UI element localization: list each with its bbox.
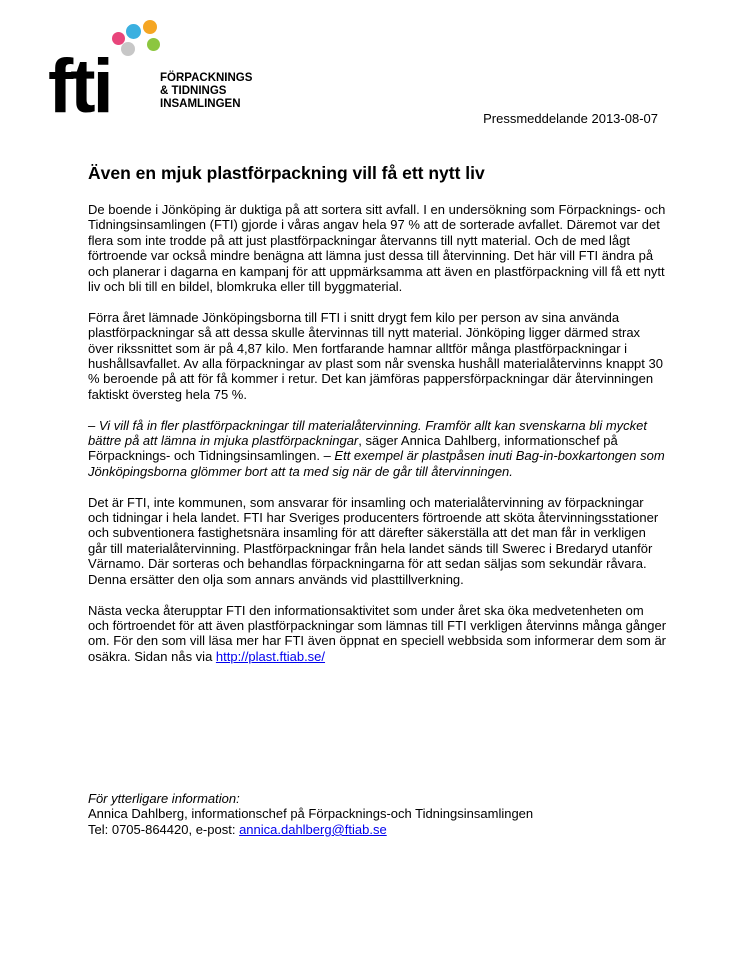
logo-name-line: FÖRPACKNINGS xyxy=(160,72,253,84)
logo-dot-grey xyxy=(121,42,135,56)
contact-name: Annica Dahlberg, informationschef på Förpacknings-och Tidningsinsamlingen xyxy=(88,806,534,822)
contact-phone: Tel: 0705-864420, e-post: xyxy=(88,821,240,837)
press-release-date: Pressmeddelande 2013-08-07 xyxy=(483,111,658,126)
paragraph-text: Nästa vecka återupptar FTI den informationsaktivitet som under året ska öka medvetenheten om och förtroendet för att även plastförpackningar som lämnas till FTI verkligen återvinns många gånger om. För den som vill läsa mer har FTI även öppnat en speciell webbsida som informerar dem som är osäkra. Sidan nås via xyxy=(88,602,667,664)
paragraph: Det är FTI, inte kommunen, som ansvarar för insamling och materialåtervinning av förpackningar och tidningar i hela landet. FTI har Sveriges producenters förtroende att sköta återvinningsstationer och subventionera fastighetsnära insamling för att därefter säkerställa att det man får in verkligen går till materialåtervinning. Plastförpackningar från hela landet sänds till Swerec i Bredaryd utanför Värnamo. Där sorteras och behandlas förpackningarna för att sedan säljas som sekundär råvara. Denna ersätter den olja som annars används vid plasttillverkning. xyxy=(88,494,659,587)
logo-name-line: & TIDNINGS xyxy=(160,85,227,97)
paragraph: Förra året lämnade Jönköpingsborna till FTI i snitt drygt fem kilo per person av sina använda plastförpackningar så att dessa skulle återvinnas till nytt material. Jönköping ligger därmed strax över rikssnittet som är på 4,87 kilo. Men fortfarande hamnar alltför många plastförpackningar i hushållsavfallet. Av alla förpackningar av plast som når svenska hushåll materialåtervinns knappt 30 % beroende på att för få kommer i retur. Det kan jämföras pappersförpackningar där återvinningen faktiskt översteg hela 75 %. xyxy=(88,309,663,402)
quote-text: Ett exempel är plastpåsen inuti Bag-in-boxkartongen som Jönköpingsborna glömmer bort att ta med sig när de går till återvinningen. xyxy=(88,448,665,479)
fti-logo xyxy=(46,20,286,129)
email-link[interactable]: annica.dahlberg@ftiab.se xyxy=(239,821,387,837)
contact-phone-email xyxy=(88,822,533,837)
logo-letters: fti xyxy=(48,44,111,129)
contact-info xyxy=(88,791,533,837)
quote-paragraph xyxy=(88,418,668,480)
logo-dot-green xyxy=(147,38,160,51)
contact-intro: För ytterligare information: xyxy=(88,791,240,806)
logo-company-name xyxy=(160,72,252,111)
logo-name-line: INSAMLINGEN xyxy=(160,98,241,110)
paragraph: De boende i Jönköping är duktiga på att sortera sitt avfall. I en undersökning som Förpacknings- och Tidningsinsamlingen (FTI) gjorde i våras angav hela 97 % att de sorterade avfallet. Däremot var det flera som inte trodde på att just plastförpackningar återvanns till nytt material. Och de med lågt förtroende var också mindre benägna att lämna just dessa till återvinning. Det här vill FTI ändra på och planerar i dagarna en kampanj för att uppmärksamma att även en plastförpackning vill få ett nytt liv och bli till en bildel, blomkruka eller till byggmaterial. xyxy=(88,202,666,295)
paragraph xyxy=(88,603,668,665)
logo-dot-blue xyxy=(126,24,141,39)
logo-dot-orange xyxy=(143,20,157,34)
quote-attribution: , säger Annica Dahlberg, informationschef på Förpacknings- och Tidningsinsamlingen. – xyxy=(88,433,618,464)
page-title: Även en mjuk plastförpackning vill få ett nytt liv xyxy=(88,163,485,183)
quote-text: – Vi vill få in fler plastförpackningar till materialåtervinning. Framför allt kan svenskarna bli mycket bättre på att lämna in mjuka plastförpackningar xyxy=(88,417,647,449)
article-body xyxy=(88,202,668,680)
website-link[interactable]: http://plast.ftiab.se/ xyxy=(215,648,326,664)
